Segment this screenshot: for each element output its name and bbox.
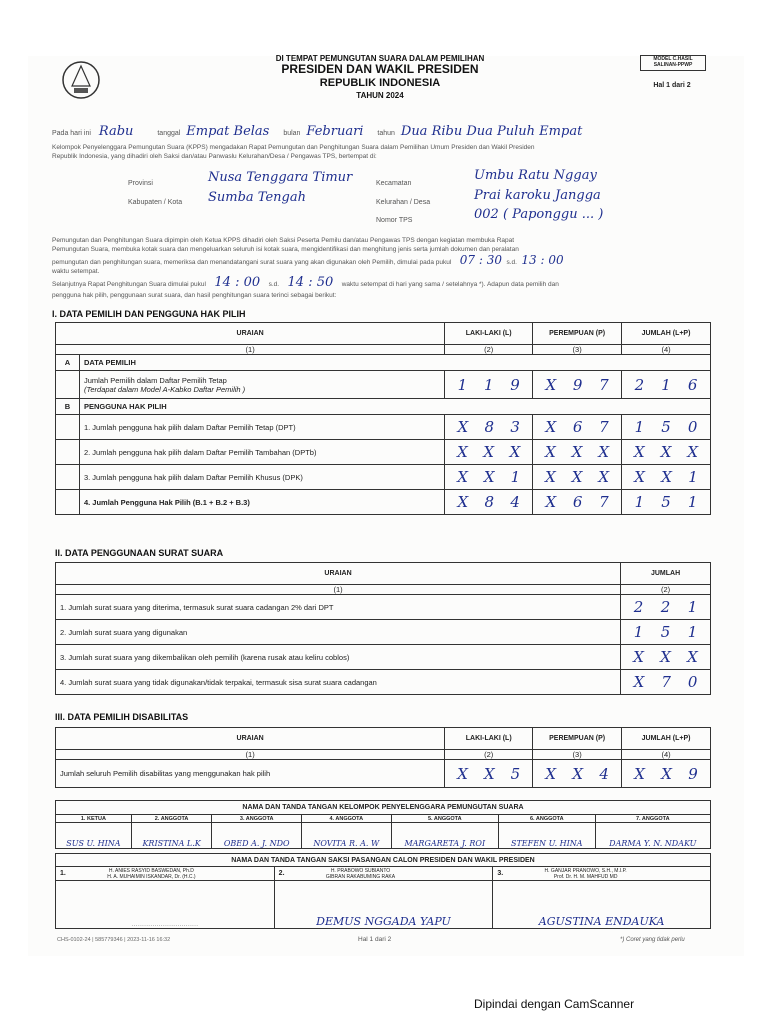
s2-col-j: JUMLAH — [621, 563, 711, 585]
digit: X — [545, 418, 557, 436]
page-number-top: Hal 1 dari 2 — [653, 82, 691, 89]
digit: 1 — [661, 375, 671, 394]
saksi-head-2 — [274, 867, 493, 881]
digit: X — [660, 648, 671, 666]
a-p-digits — [537, 376, 617, 394]
s2-row4-label: 4. Jumlah surat suara yang tidak digunakan/tidak terpakai, termasuk sisa surat suara cadangan — [56, 670, 621, 695]
sd-label: s.d. — [506, 259, 517, 266]
s3-j-digits — [626, 765, 706, 783]
digit: X — [661, 468, 672, 486]
s2-row2-j — [621, 620, 711, 645]
footer-code: CHS-0102-24 | 585779346 | 2023-11-16 16:32 — [57, 937, 171, 943]
b2-label: 2. Jumlah pengguna hak pilih dalam Daftar Pemilih Tambahan (DPTb) — [79, 440, 444, 465]
digit: X — [483, 468, 495, 486]
digit: 9 — [510, 375, 520, 394]
s3-num2: (2) — [445, 750, 533, 760]
saksi-cand-1b: H. A. MUHAIMIN ISKANDAR, Dr. (H.C.) — [107, 873, 196, 880]
kpps-name-7: DARMA Y. N. NDAKU — [595, 823, 710, 849]
kpps-name-5: MARGARETA J. ROI — [391, 823, 498, 849]
digit: 0 — [687, 418, 698, 436]
b2-l — [445, 440, 533, 465]
proc-text3: pemungutan dan penghitungan suara, memeriksa dan menandatangani surat suara yang akan digunakan oleh Pemilih, dimulai pada pukul — [52, 259, 452, 266]
digit: 1 — [633, 623, 644, 641]
s1-num1: (1) — [56, 345, 445, 355]
title-line3: REPUBLIK INDONESIA — [319, 77, 441, 89]
b4-spacer — [56, 490, 80, 515]
digit: X — [457, 468, 468, 486]
digit: 1 — [634, 418, 645, 436]
saksi-name-2: DEMUS NGGADA YAPU — [274, 881, 493, 929]
kpps-name-6: STEFEN U. HINA — [499, 823, 596, 849]
digit: X — [634, 468, 645, 486]
s2-row2-digits — [625, 623, 706, 641]
kpps-role-7: 7. ANGGOTA — [595, 815, 710, 823]
title-line4: TAHUN 2024 — [356, 91, 404, 100]
b2-spacer — [56, 440, 80, 465]
kecamatan-label: Kecamatan — [376, 180, 412, 187]
b3-l-digits — [449, 468, 528, 486]
kpps-name-3: OBED A. J. NDO — [212, 823, 302, 849]
count-start: 14 : 00 — [214, 275, 261, 290]
digit: X — [687, 443, 699, 461]
bulan-label: bulan — [283, 130, 301, 137]
saksi-name-3: AGUSTINA ENDAUKA — [493, 881, 711, 929]
saksi-name-1: ................................ — [56, 881, 275, 929]
s3-col-p: PEREMPUAN (P) — [533, 728, 622, 750]
a-row-spacer — [56, 371, 80, 399]
hari-value: Rabu — [98, 124, 134, 139]
digit: X — [598, 468, 610, 486]
saksi-cand-3 — [545, 868, 627, 880]
b1-j — [622, 415, 711, 440]
digit: X — [571, 468, 583, 486]
section1-title: I. DATA PEMILIH DAN PENGGUNA HAK PILIH — [52, 309, 246, 319]
s3-p — [533, 760, 622, 788]
s3-col-j: JUMLAH (L+P) — [622, 728, 711, 750]
b2-l-digits — [449, 443, 528, 461]
digit: 4 — [599, 764, 609, 783]
provinsi-label: Provinsi — [128, 180, 153, 187]
digit: 5 — [510, 764, 521, 783]
digit: 8 — [484, 418, 495, 436]
kpps-role-2: 2. ANGGOTA — [131, 815, 212, 823]
digit: X — [457, 418, 469, 436]
digit: 1 — [510, 468, 521, 486]
digit: X — [633, 673, 645, 691]
tahun-value: Dua Ribu Dua Puluh Empat — [400, 124, 583, 139]
digit: 2 — [633, 598, 644, 616]
digit: X — [633, 648, 644, 666]
b3-p-digits — [537, 468, 617, 486]
model-box — [640, 55, 706, 71]
start-time: 07 : 30 — [459, 253, 502, 267]
digit: 1 — [687, 493, 698, 511]
b1-spacer — [56, 415, 80, 440]
s2-row3-digits — [625, 648, 706, 666]
section2-title: II. DATA PENGGUNAAN SURAT SUARA — [55, 548, 224, 558]
proc-line5 — [52, 273, 722, 290]
section2-table — [55, 562, 711, 695]
digit: 1 — [687, 598, 698, 616]
saksi-table — [55, 853, 711, 929]
s1-col-j: JUMLAH (L+P) — [622, 323, 711, 345]
digit: 8 — [484, 493, 495, 511]
kpps-name-2: KRISTINA L.K — [131, 823, 212, 849]
digit: 1 — [483, 375, 494, 394]
saksi-cand-2 — [326, 868, 395, 880]
a-title: DATA PEMILIH — [79, 355, 710, 371]
kpps-table — [55, 800, 711, 849]
kpps-role-1: 1. KETUA — [56, 815, 132, 823]
kpu-logo — [60, 58, 102, 102]
digit: 3 — [510, 418, 520, 436]
digit: 7 — [661, 673, 671, 691]
s3-num1: (1) — [56, 750, 445, 760]
kpps-name-4: NOVITA R. A. W — [301, 823, 391, 849]
saksi-cand-2b: GIBRAN RAKABUMING RAKA — [325, 873, 396, 880]
digit: 1 — [687, 623, 698, 641]
s2-num1: (1) — [56, 585, 621, 595]
s1-col-p: PEREMPUAN (P) — [533, 323, 622, 345]
intro-line — [52, 124, 722, 138]
digit: X — [598, 443, 610, 461]
b4-p-digits — [537, 493, 617, 511]
s1-col-uraian: URAIAN — [56, 323, 445, 345]
kpps-role-4: 4. ANGGOTA — [301, 815, 391, 823]
s2-row1-j — [621, 595, 711, 620]
s2-row3-j — [621, 645, 711, 670]
digit: 7 — [599, 418, 609, 436]
proc-text4: waktu setempat. — [52, 268, 100, 275]
digit: X — [483, 764, 495, 783]
digit: 0 — [687, 673, 698, 691]
b3-l — [445, 465, 533, 490]
intro-text2: Republik Indonesia, yang dihadiri oleh Saksi dan/atau Panwaslu Kelurahan/Desa / Pengawas TPS, bertempat di: — [52, 153, 377, 160]
kpps-role-5: 5. ANGGOTA — [391, 815, 498, 823]
digit: 5 — [660, 623, 671, 641]
s3-l — [445, 760, 533, 788]
camscanner-label: Dipindai dengan CamScanner — [474, 997, 635, 1011]
model-line1: MODEL C.HASIL — [653, 56, 693, 62]
count-end: 14 : 50 — [287, 275, 334, 290]
proc-text1: Pemungutan dan Penghitungan Suara dipimpin oleh Ketua KPPS dihadiri oleh Saksi Peserta Pemilu dan/atau Pengawas TPS dengan kegiatan membuka Rapat — [52, 237, 515, 244]
title-line2: PRESIDEN DAN WAKIL PRESIDEN — [281, 62, 479, 76]
a-l-digits — [449, 376, 528, 394]
digit: X — [571, 443, 583, 461]
digit: 6 — [572, 418, 583, 436]
digit: X — [545, 493, 557, 511]
a-row-label-cell — [79, 371, 444, 399]
s2-row2-label: 2. Jumlah surat suara yang digunakan — [56, 620, 621, 645]
saksi-cand-1a: H. ANIES RASYID BASWEDAN, Ph.D — [108, 867, 194, 874]
b1-j-digits — [626, 418, 706, 436]
digit: 6 — [687, 375, 698, 394]
digit: 2 — [634, 375, 645, 394]
bulan-value: Februari — [306, 124, 364, 139]
nomor-tps-label: Nomor TPS — [376, 217, 413, 224]
b1-p — [533, 415, 622, 440]
s2-row3-label: 3. Jumlah surat suara yang dikembalikan oleh pemilih (karena rusak atau keliru coblos) — [56, 645, 621, 670]
s2-row4-digits — [625, 673, 706, 691]
a-j-cell — [622, 371, 711, 399]
section3-title: III. DATA PEMILIH DISABILITAS — [55, 712, 189, 722]
saksi-num-1: 1. — [60, 869, 66, 877]
kpps-name-1: SUS U. HINA — [56, 823, 132, 849]
digit: X — [687, 648, 698, 666]
s2-row4-j — [621, 670, 711, 695]
nomor-tps-value: 002 ( Paponggu ... ) — [474, 207, 604, 222]
digit: X — [634, 443, 645, 461]
proc-text6: waktu setempat di hari yang sama / setelahnya *). Adapun data pemilih dan — [341, 281, 559, 288]
s2-col-uraian: URAIAN — [56, 563, 621, 585]
digit: 9 — [688, 764, 698, 783]
b1-l-digits — [449, 418, 528, 436]
tanggal-label: tanggal — [157, 130, 181, 137]
footer-page: Hal 1 dari 2 — [358, 936, 392, 943]
digit: 7 — [599, 493, 609, 511]
s2-row1-digits — [625, 598, 706, 616]
digit: X — [509, 443, 521, 461]
s3-j — [622, 760, 711, 788]
saksi-cand-1 — [107, 868, 195, 880]
saksi-num-2: 2. — [278, 869, 285, 877]
b3-j — [622, 465, 711, 490]
saksi-num-3: 3. — [497, 869, 504, 877]
digit: X — [572, 764, 584, 783]
saksi-title: NAMA DAN TANDA TANGAN SAKSI PASANGAN CALON PRESIDEN DAN WAKIL PRESIDEN — [56, 854, 711, 867]
s1-col-l: LAKI-LAKI (L) — [445, 323, 533, 345]
b4-label: 4. Jumlah Pengguna Hak Pilih (B.1 + B.2 + B.3) — [79, 490, 444, 515]
s1-num4: (4) — [622, 345, 711, 355]
s3-col-l: LAKI-LAKI (L) — [445, 728, 533, 750]
digit: 1 — [457, 375, 468, 394]
saksi-head-3 — [493, 867, 711, 881]
section3-table — [55, 727, 711, 788]
kpps-title: NAMA DAN TANDA TANGAN KELOMPOK PENYELENGGARA PEMUNGUTAN SUARA — [56, 801, 711, 815]
s3-row-label: Jumlah seluruh Pemilih disabilitas yang menggunakan hak pilih — [56, 760, 445, 788]
b4-l — [445, 490, 533, 515]
digit: 6 — [572, 493, 583, 511]
digit: 2 — [660, 598, 671, 616]
b1-l — [445, 415, 533, 440]
digit: 1 — [634, 493, 645, 511]
pada-hari-label: Pada hari ini — [52, 130, 91, 137]
digit: 9 — [572, 375, 583, 394]
b-code: B — [56, 399, 80, 415]
tanggal-value: Empat Belas — [186, 124, 270, 139]
b4-p — [533, 490, 622, 515]
kabkota-value: Sumba Tengah — [208, 190, 306, 205]
saksi-cand-3a: H. GANJAR PRANOWO, S.H., M.I.P. — [544, 867, 627, 874]
digit: X — [660, 443, 672, 461]
digit: X — [545, 468, 556, 486]
kpps-role-3: 3. ANGGOTA — [212, 815, 302, 823]
proc-text7: pengguna hak pilih, penggunaan surat suara, dan hasil penghitungan suara terinci sebagai berikut: — [52, 292, 337, 299]
kpps-role-6: 6. ANGGOTA — [499, 815, 596, 823]
digit: 1 — [688, 468, 698, 486]
sd-label-2: s.d. — [268, 281, 280, 288]
tahun-label: tahun — [377, 130, 395, 137]
b3-j-digits — [626, 468, 706, 486]
kelurahan-label: Kelurahan / Desa — [376, 199, 431, 206]
digit: X — [457, 443, 468, 461]
b3-p — [533, 465, 622, 490]
saksi-cand-3b: Prof. Dr. H. M. MAHFUD MD — [553, 873, 618, 880]
a-l-cell — [445, 371, 533, 399]
b1-label: 1. Jumlah pengguna hak pilih dalam Daftar Pemilih Tetap (DPT) — [79, 415, 444, 440]
digit: X — [634, 764, 645, 783]
a-row-label: Jumlah Pemilih dalam Daftar Pemilih Tetap — [83, 375, 227, 385]
section1-table — [55, 322, 711, 515]
b2-j — [622, 440, 711, 465]
digit: X — [545, 764, 557, 783]
a-j-digits — [626, 376, 706, 394]
s1-num3: (3) — [533, 345, 622, 355]
digit: 5 — [661, 418, 671, 436]
digit: 5 — [661, 493, 671, 511]
end-time: 13 : 00 — [521, 253, 564, 267]
s3-num3: (3) — [533, 750, 622, 760]
saksi-cand-2a: H. PRABOWO SUBIANTO — [330, 867, 391, 874]
b2-j-digits — [626, 443, 706, 461]
b3-spacer — [56, 465, 80, 490]
digit: X — [661, 764, 672, 783]
kelurahan-value: Prai karoku Jangga — [474, 188, 601, 203]
model-line2: SALINAN-PPWP — [653, 62, 693, 68]
footer-note: *) Coret yang tidak perlu — [620, 937, 685, 943]
proc-line3 — [52, 251, 722, 265]
b3-label: 3. Jumlah pengguna hak pilih dalam Daftar Pemilih Khusus (DPK) — [79, 465, 444, 490]
a-code: A — [56, 355, 80, 371]
a-p-cell — [533, 371, 622, 399]
proc-text5: Selanjutnya Rapat Penghitungan Suara dimulai pukul — [52, 281, 206, 288]
b2-p — [533, 440, 622, 465]
digit: 7 — [599, 375, 609, 394]
proc-text2: Pemungutan Suara, membuka kotak suara dan mengeluarkan seluruh isi kotak suara, mengidentifikasi dan menghitung jenis serta jumlah dokumen dan peralatan — [52, 246, 519, 253]
a-row-note: (Terdapat dalam Model A-Kabko Daftar Pemilih ) — [83, 384, 246, 394]
kabkota-label: Kabupaten / Kota — [128, 199, 183, 206]
title-line1: DI TEMPAT PEMUNGUTAN SUARA DALAM PEMILIHAN — [275, 54, 485, 63]
digit: X — [483, 443, 495, 461]
b4-j — [622, 490, 711, 515]
digit: X — [545, 375, 557, 394]
s3-p-digits — [537, 765, 617, 783]
digit: X — [457, 764, 468, 783]
provinsi-value: Nusa Tenggara Timur — [208, 170, 353, 185]
digit: X — [545, 443, 556, 461]
digit: X — [457, 493, 469, 511]
b-title: PENGGUNA HAK PILIH — [79, 399, 710, 415]
saksi-head-1 — [56, 867, 275, 881]
intro-text1: Kelompok Penyelenggara Pemungutan Suara (KPPS) mengadakan Rapat Pemungutan dan Penghitungan Suara dalam Pemilihan Umum Presiden dan Wakil Presiden — [52, 144, 535, 151]
s2-num2: (2) — [621, 585, 711, 595]
s1-num2: (2) — [445, 345, 533, 355]
s2-row1-label: 1. Jumlah surat suara yang diterima, termasuk surat suara cadangan 2% dari DPT — [56, 595, 621, 620]
s3-col-uraian: URAIAN — [56, 728, 445, 750]
kecamatan-value: Umbu Ratu Nggay — [474, 168, 597, 183]
s3-l-digits — [449, 765, 528, 783]
b4-j-digits — [626, 493, 706, 511]
b4-l-digits — [449, 493, 528, 511]
b1-p-digits — [537, 418, 617, 436]
s3-num4: (4) — [622, 750, 711, 760]
digit: 4 — [510, 493, 520, 511]
b2-p-digits — [537, 443, 617, 461]
